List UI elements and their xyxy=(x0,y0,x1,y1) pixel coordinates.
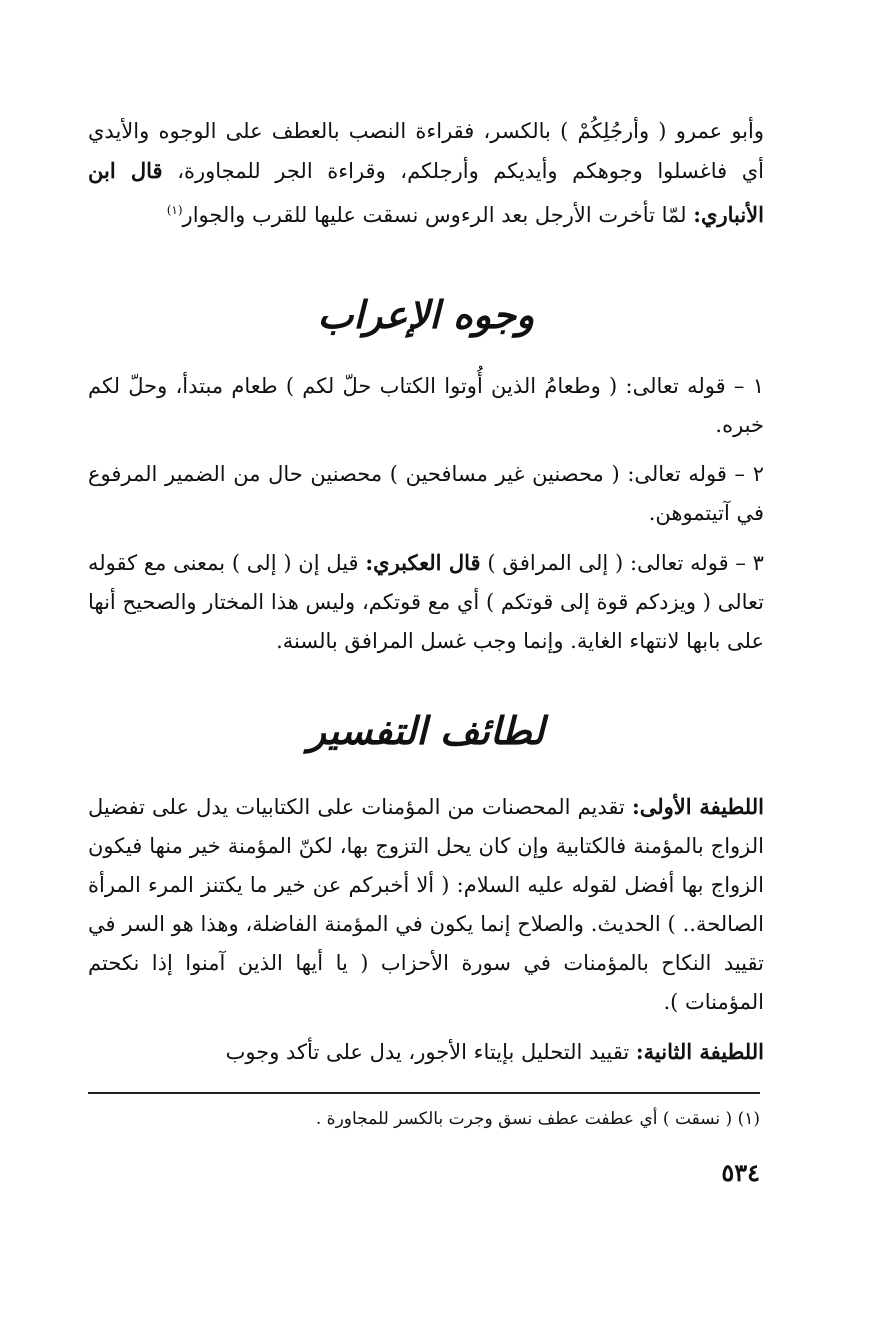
irab-num-2: ٢ – xyxy=(734,462,764,486)
irab-num-1: ١ – xyxy=(733,374,764,398)
irab-item-2 xyxy=(88,455,764,533)
footnote: (١) ( نسقت ) أي عطفت عطف نسق وجرت بالكسر للمجاورة . xyxy=(315,1109,760,1129)
intro-paragraph xyxy=(88,112,764,235)
irab-item-3 xyxy=(88,543,764,661)
ibn-al-anbari-label: قال ابن الأنباري: xyxy=(88,158,764,227)
footnote-divider xyxy=(88,1092,760,1094)
irab-label-3: قوله تعالى: xyxy=(629,551,729,575)
heading-lataif-al-tafsir: لطائف التفسير xyxy=(307,708,545,753)
latifa-1 xyxy=(88,787,764,1022)
page-number: ٥٣٤ xyxy=(721,1158,760,1187)
irab-label-2: قوله تعالى: xyxy=(627,462,727,486)
al-ukbari-label: قال العكبري: xyxy=(365,550,481,575)
heading-wujuh-al-irab: وجوه الإعراب xyxy=(317,292,535,337)
intro-line-2: والأيدي أي فاغسلوا وجوهكم وأيديكم وأرجلكم، وقراءة الجر للمجاورة، xyxy=(88,119,764,183)
latifa-2-title: اللطيفة الثانية: xyxy=(635,1039,764,1064)
irab-item-1 xyxy=(88,367,764,445)
latifa-1-title: اللطيفة الأولى: xyxy=(632,794,764,819)
latifa-1-text: تقديم المحصنات من المؤمنات على الكتابيات يدل على تفضيل الزواج بالمؤمنة فالكتابية وإن كان يحل التزوج بها، لكنّ المؤمنة خير منها فيكون الزواج بها أفضل لقوله عليه السلام: ( ألا أخبركم عن خير ما يكتنز المرء المرأة الصالحة.. ) الحديث. والصلاح إنما يكون في المؤمنة الفاضلة، وهذا هو السر في تقييد النكاح بالمؤمنات في سورة الأحزاب ( يا أيها الذين آمنوا إذا نكحتم المؤمنات ). xyxy=(88,795,764,1014)
irab-text-2: ( محصنين غير مسافحين ) محصنين حال من الضمير المرفوع في آتيتموهن. xyxy=(88,462,764,525)
intro-line-1: وأبو عمرو ( وأرجُلِكُمْ ) بالكسر، فقراءة النصب بالعطف على الوجوه xyxy=(158,119,764,143)
irab-text-1: ( وطعامُ الذين أُوتوا الكتاب حلّ لكم ) طعام مبتدأ، وحلّ لكم خبره. xyxy=(88,374,764,437)
irab-num-3: ٣ – xyxy=(735,551,764,575)
page-body xyxy=(88,112,764,1072)
footnote-ref: (١) xyxy=(166,203,183,217)
irab-label-1: قوله تعالى: xyxy=(625,374,726,398)
irab-text-3b: قيل إن ( إلى ) بمعنى مع كقوله تعالى ( ويزدكم قوة إلى قوتكم ) أي مع قوتكم، وليس هذا المختار والصحيح أنها على بابها لانتهاء الغاية. وإنما وجب غسل المرافق بالسنة. xyxy=(88,551,764,653)
latifa-2-text: تقييد التحليل بإيتاء الأجور، يدل على تأكد وجوب xyxy=(225,1040,630,1064)
irab-text-3: ( إلى المرافق ) xyxy=(487,551,624,575)
intro-line-3: لمّا تأخرت الأرجل بعد الرءوس نسقت عليها للقرب والجوار xyxy=(182,203,694,227)
latifa-2 xyxy=(88,1032,764,1072)
